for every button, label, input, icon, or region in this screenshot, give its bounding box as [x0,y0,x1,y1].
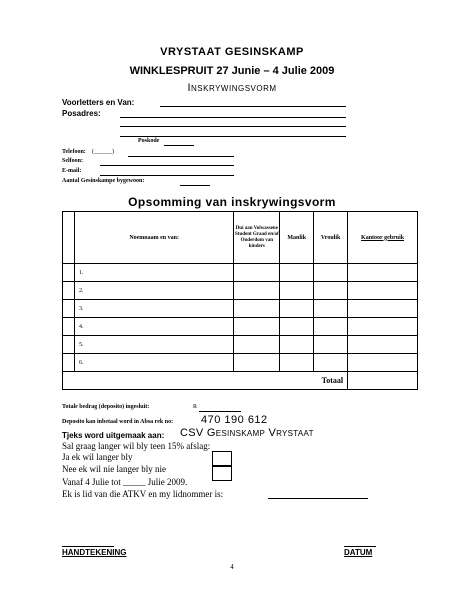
page-subtitle: WINKLESPRUIT 27 Junie – 4 Julie 2009 [129,65,335,77]
office-label: Kantoor gebruik [361,234,405,241]
page-number: 4 [230,563,234,571]
total-amount-field[interactable] [199,411,241,412]
row-male-cell[interactable] [280,264,314,282]
row-type-cell[interactable] [234,282,280,300]
signature-label: HANDTEKENING [62,548,127,557]
signature-field[interactable] [62,546,114,547]
phone-area-code: (______) [92,149,114,155]
row-female-cell[interactable] [314,264,348,282]
row-type-cell[interactable] [234,264,280,282]
row-name-cell[interactable]: 2. [74,282,233,300]
date-field[interactable] [344,546,376,547]
cell-field[interactable] [100,165,234,166]
column-header-name: Noemnaam en van: [74,212,233,264]
email-field[interactable] [100,175,234,176]
summary-table [62,211,418,390]
table-header-row [63,212,418,264]
row-male-cell[interactable] [280,354,314,372]
row-office-cell [348,318,418,336]
row-office-cell [348,282,418,300]
row-name-cell[interactable]: 5. [74,336,233,354]
camps-label: Aantal Gesinskampe bygewoon: [62,178,145,184]
row-name-cell[interactable]: 6. [74,354,233,372]
row-male-cell[interactable] [280,318,314,336]
table-row [63,264,418,282]
row-type-cell[interactable] [234,336,280,354]
row-type-cell[interactable] [234,354,280,372]
address-label: Posadres: [62,109,101,118]
member-number-field[interactable] [268,498,368,499]
row-male-cell[interactable] [280,300,314,318]
table-row [63,300,418,318]
deposit-label: Deposito kan inbetaal word in Absa rek no: [62,419,174,425]
from-text: Vanaf 4 Julie tot _____ Julie 2009. [62,477,188,487]
page-title: VRYSTAAT GESINSKAMP [160,46,304,58]
row-female-cell[interactable] [314,300,348,318]
email-label: E-mail: [62,168,82,174]
row-type-cell[interactable] [234,300,280,318]
row-spacer [63,282,75,300]
row-spacer [63,354,75,372]
total-label: Totaal [321,376,344,385]
total-amount-label: Totale bedrag (deposito) ingesluit: [62,404,150,410]
initials-field[interactable] [160,106,346,107]
row-female-cell[interactable] [314,354,348,372]
table-row [63,354,418,372]
phone-field[interactable] [128,156,234,157]
row-male-cell[interactable] [280,282,314,300]
cheque-label: Tjeks word uitgemaak aan: [62,431,165,440]
column-header-male: Manlik [280,212,314,264]
column-header-type: Dui aan Volwassene Student Graad en/of Ouderdom van kinders [234,212,280,264]
postcode-label: Poskode [138,138,160,144]
initials-label: Voorletters en Van: [62,98,135,107]
row-spacer [63,300,75,318]
row-spacer [63,318,75,336]
row-female-cell[interactable] [314,336,348,354]
address-field-3[interactable] [120,136,346,137]
payee-name: CSV Gesinskamp Vrystaat [180,427,314,439]
row-female-cell[interactable] [314,318,348,336]
row-office-cell [348,336,418,354]
table-row [63,336,418,354]
row-female-cell[interactable] [314,282,348,300]
row-office-cell [348,354,418,372]
phone-label: Telefoon: [62,149,86,155]
total-label-cell [63,372,348,390]
row-spacer [63,336,75,354]
no-checkbox[interactable] [212,465,232,481]
row-name-cell[interactable]: 3. [74,300,233,318]
table-total-row [63,372,418,390]
total-value-cell[interactable] [348,372,418,390]
row-male-cell[interactable] [280,336,314,354]
account-number: 470 190 612 [201,414,268,426]
row-name-cell[interactable]: 1. [74,264,233,282]
table-header-spacer [63,212,75,264]
date-label: DATUM [344,548,373,557]
member-text: Ek is lid van die ATKV en my lidnommer is: [62,489,224,499]
postcode-field[interactable] [164,145,194,146]
address-field-2[interactable] [120,126,346,127]
yes-option-label: Ja ek wil langer bly [62,452,133,462]
row-type-cell[interactable] [234,318,280,336]
column-header-female: Vroulik [314,212,348,264]
column-header-office [348,212,418,264]
cell-label: Selfoon: [62,158,83,164]
address-field-1[interactable] [120,117,346,118]
row-office-cell [348,264,418,282]
row-spacer [63,264,75,282]
row-office-cell [348,300,418,318]
form-name: Inskrywingsvorm [187,82,277,94]
table-row [63,318,418,336]
row-name-cell[interactable]: 4. [74,318,233,336]
discount-text: Sal graag langer wil bly teen 15% afslag: [62,441,211,451]
camps-field[interactable] [180,185,210,186]
currency-symbol: R [193,404,198,410]
summary-title: Opsomming van inskrywingsvorm [128,195,336,209]
no-option-label: Nee ek wil nie langer bly nie [62,464,166,474]
table-row [63,282,418,300]
